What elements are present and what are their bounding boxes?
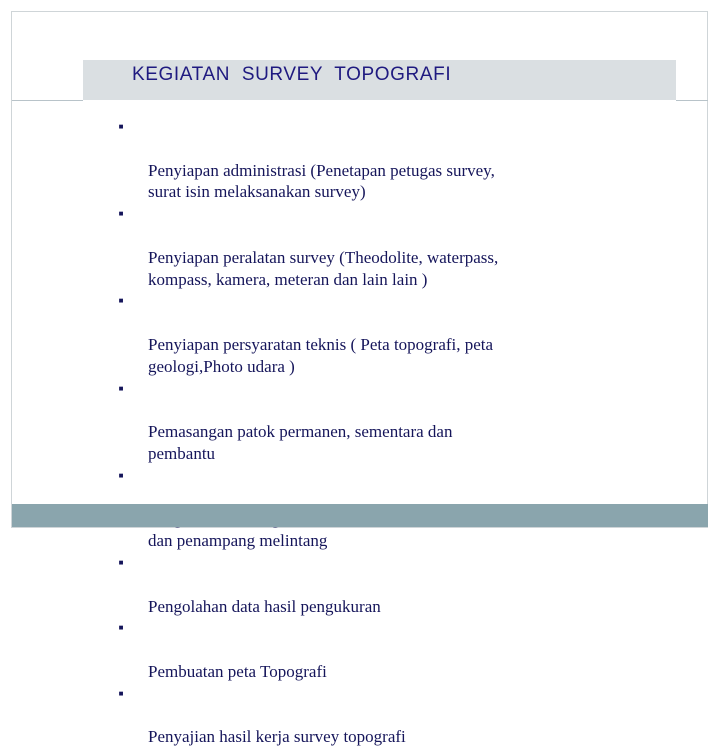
list-item (115, 203, 675, 290)
list-item (115, 552, 675, 617)
list-item (115, 683, 675, 748)
list-item (115, 116, 675, 203)
list-item-text: Penyiapan administrasi (Penetapan petugas survey, surat isin melaksanakan survey) (148, 160, 495, 202)
list-item (115, 617, 675, 682)
bullet-list (115, 116, 675, 748)
list-item-text: Pengolahan data hasil pengukuran (148, 596, 381, 616)
list-item (115, 290, 675, 377)
title-divider-left (12, 100, 83, 101)
bullet-icon: ■ (118, 383, 124, 393)
list-item-text: Penyajian hasil kerja survey topografi (148, 727, 406, 747)
bullet-icon: ■ (118, 209, 124, 219)
title-divider-right (676, 100, 708, 101)
list-item-text: Pemasangan patok permanen, sementara dan pembantu (148, 422, 453, 463)
list-item-text: Penyiapan peralatan survey (Theodolite, waterpass, kompass, kamera, meteran dan lain lain ) (148, 247, 499, 289)
bullet-icon: ■ (118, 688, 124, 698)
bullet-icon: ■ (118, 557, 124, 567)
list-item (115, 378, 675, 465)
list-item-text: dan penampang melintang (148, 531, 328, 551)
bullet-icon: ■ (118, 296, 124, 306)
bullet-icon: ■ (118, 623, 124, 633)
list-item-text: Pembuatan peta Topografi (148, 661, 327, 681)
slide-title: KEGIATAN SURVEY TOPOGRAFI (132, 64, 452, 85)
bottom-bar (12, 504, 708, 527)
bullet-icon: ■ (118, 470, 124, 480)
bullet-icon: ■ (118, 122, 124, 131)
list-item-text: Penyiapan persyaratan teknis ( Peta topografi, peta geologi,Photo udara ) (148, 334, 494, 376)
